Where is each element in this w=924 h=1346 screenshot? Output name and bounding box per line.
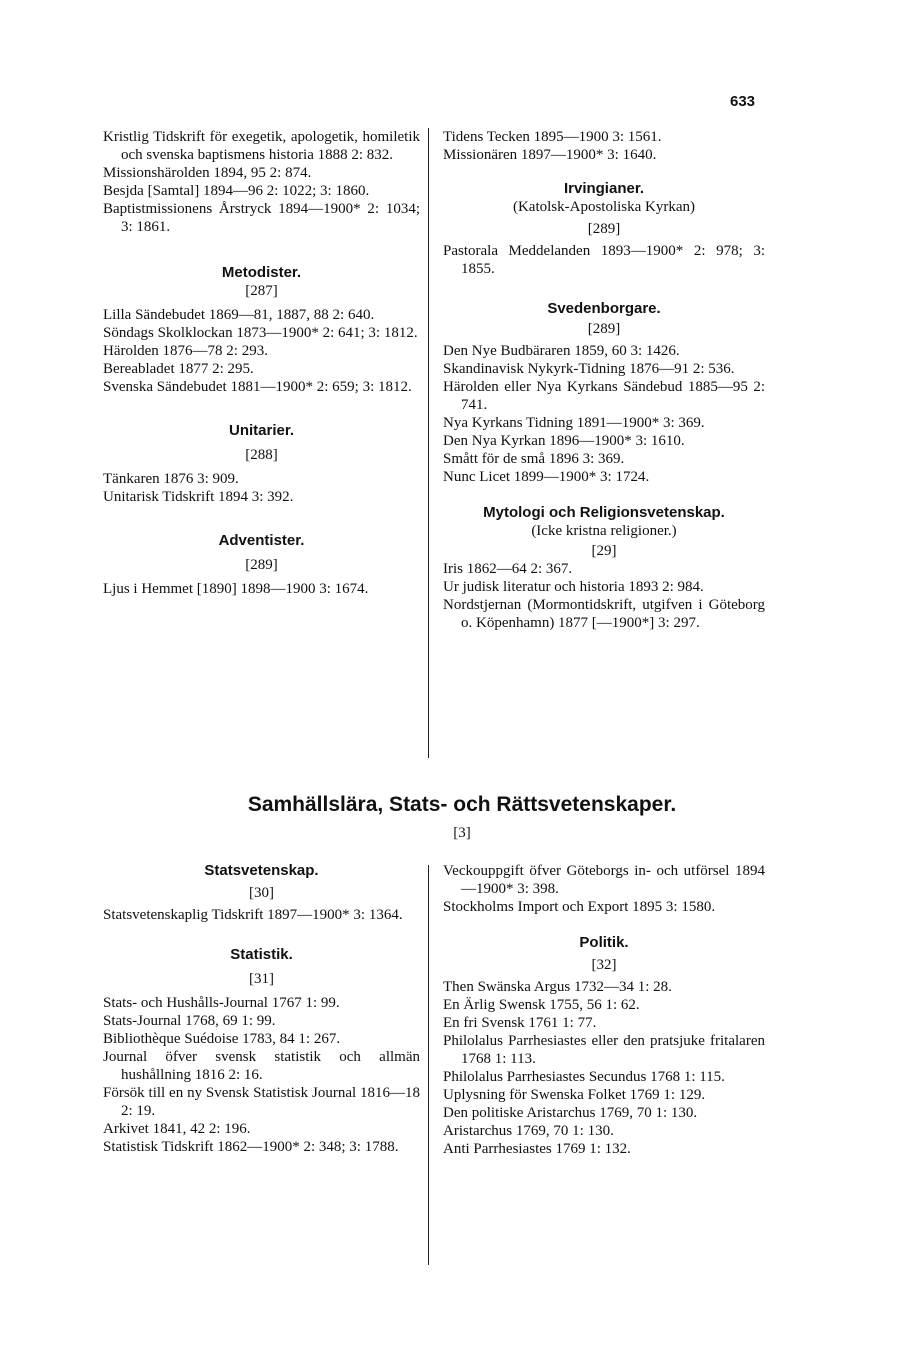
column-divider (428, 128, 429, 758)
list-item: Försök till en ny Svensk Statistisk Journal 1816—18 2: 19. (103, 1085, 420, 1119)
list-item: Baptistmissionens Årstryck 1894—1900* 2: 1034; 3: 1861. (103, 201, 420, 235)
list-item: Smått för de små 1896 3: 369. (443, 451, 625, 467)
list-item: Tidens Tecken 1895—1900 3: 1561. (443, 129, 662, 145)
list-item: Bereabladet 1877 2: 295. (103, 361, 254, 377)
top-left-column (103, 128, 420, 598)
list-item: Stats-Journal 1768, 69 1: 99. (103, 1013, 276, 1029)
list-item: Stats- och Hushålls-Journal 1767 1: 99. (103, 995, 340, 1011)
section-code: [289] (245, 557, 278, 573)
bottom-left-column (103, 862, 420, 1156)
list-item: Philolalus Parrhesiastes eller den pratsjuke fritalaren 1768 1: 113. (443, 1033, 765, 1067)
section-heading-statsvetenskap: Statsvetenskap. (204, 862, 319, 879)
section-heading-irvingianer: Irvingianer. (563, 180, 645, 197)
section-code: [30] (249, 885, 274, 901)
main-section-title: Samhällslära, Stats- och Rättsvetenskaper. (247, 793, 677, 816)
list-item: Iris 1862—64 2: 367. (443, 561, 573, 577)
list-item: En fri Svensk 1761 1: 77. (443, 1015, 597, 1031)
list-item: Anti Parrhesiastes 1769 1: 132. (443, 1141, 631, 1157)
section-heading-mytologi: Mytologi och Religionsvetenskap. (483, 504, 725, 521)
section-subheading: (Katolsk-Apostoliska Kyrkan) (512, 199, 696, 215)
section-code: [289] (587, 221, 621, 237)
main-section-code: [3] (453, 825, 471, 841)
bottom-right-column (443, 862, 765, 1158)
list-item: Besjda [Samtal] 1894—96 2: 1022; 3: 1860. (103, 183, 370, 199)
list-item: Härolden eller Nya Kyrkans Sändebud 1885—95 2: 741. (443, 379, 765, 413)
list-item: Stockholms Import och Export 1895 3: 1580. (443, 899, 716, 915)
list-item: Bibliothèque Suédoise 1783, 84 1: 267. (103, 1031, 341, 1047)
list-item: Arkivet 1841, 42 2: 196. (103, 1121, 251, 1137)
section-heading-unitarier: Unitarier. (228, 422, 295, 439)
page-number: 633 (730, 93, 756, 110)
list-item: Statistisk Tidskrift 1862—1900* 2: 348; 3: 1788. (103, 1139, 399, 1155)
list-item: En Ärlig Swensk 1755, 56 1: 62. (443, 997, 640, 1013)
section-code: [289] (587, 321, 621, 337)
list-item: Lilla Sändebudet 1869—81, 1887, 88 2: 640. (103, 307, 375, 323)
list-item: Unitarisk Tidskrift 1894 3: 392. (103, 489, 294, 505)
list-item: Ur judisk literatur och historia 1893 2: 984. (443, 579, 704, 595)
list-item: Missionshärolden 1894, 95 2: 874. (103, 165, 312, 181)
list-item: Skandinavisk Nykyrk-Tidning 1876—91 2: 536. (443, 361, 735, 377)
section-heading-politik: Politik. (579, 934, 629, 951)
list-item: Then Swänska Argus 1732—34 1: 28. (443, 979, 672, 995)
list-item: Uplysning för Swenska Folket 1769 1: 129. (443, 1087, 706, 1103)
section-heading-statistik: Statistik. (230, 946, 293, 963)
list-item: Nunc Licet 1899—1900* 3: 1724. (443, 469, 650, 485)
list-item: Missionären 1897—1900* 3: 1640. (443, 147, 657, 163)
section-subheading: (Icke kristna religioner.) (531, 523, 677, 539)
list-item: Den Nye Budbäraren 1859, 60 3: 1426. (443, 343, 680, 359)
top-right-column (443, 128, 765, 632)
list-item: Den Nya Kyrkan 1896—1900* 3: 1610. (443, 433, 685, 449)
list-item: Statsvetenskaplig Tidskrift 1897—1900* 3: 1364. (103, 907, 403, 923)
list-item: Nya Kyrkans Tidning 1891—1900* 3: 369. (443, 415, 705, 431)
list-item: Ljus i Hemmet [1890] 1898—1900 3: 1674. (103, 581, 369, 597)
section-heading-metodister: Metodister. (221, 264, 302, 281)
list-item: Veckouppgift öfver Göteborgs in- och utförsel 1894—1900* 3: 398. (443, 863, 765, 897)
list-item: Philolalus Parrhesiastes Secundus 1768 1: 115. (443, 1069, 725, 1085)
section-heading-adventister: Adventister. (218, 532, 305, 549)
section-code: [287] (245, 283, 278, 299)
list-item: Tänkaren 1876 3: 909. (103, 471, 239, 487)
list-item: Den politiske Aristarchus 1769, 70 1: 130. (443, 1105, 698, 1121)
list-item: Aristarchus 1769, 70 1: 130. (443, 1123, 614, 1139)
section-code: [288] (245, 447, 278, 463)
section-code: [29] (591, 543, 617, 559)
list-item: Söndags Skolklockan 1873—1900* 2: 641; 3: 1812. (103, 325, 418, 341)
list-item: Kristlig Tidskrift för exegetik, apologetik, homiletik och svenska baptismens historia 1888 2: 832. (103, 129, 420, 163)
list-item: Nordstjernan (Mormontidskrift, utgifven i Göteborg o. Köpenhamn) 1877 [—1900*] 3: 297. (443, 597, 765, 631)
section-heading-svedenborgare: Svedenborgare. (547, 300, 661, 317)
list-item: Pastorala Meddelanden 1893—1900* 2: 978; 3: 1855. (443, 243, 765, 277)
list-item: Härolden 1876—78 2: 293. (103, 343, 268, 359)
list-item: Svenska Sändebudet 1881—1900* 2: 659; 3: 1812. (103, 379, 412, 395)
column-divider (428, 865, 429, 1265)
section-code: [31] (249, 971, 274, 987)
list-item: Journal öfver svensk statistik och allmän hushållning 1816 2: 16. (103, 1049, 420, 1083)
section-code: [32] (591, 957, 617, 973)
